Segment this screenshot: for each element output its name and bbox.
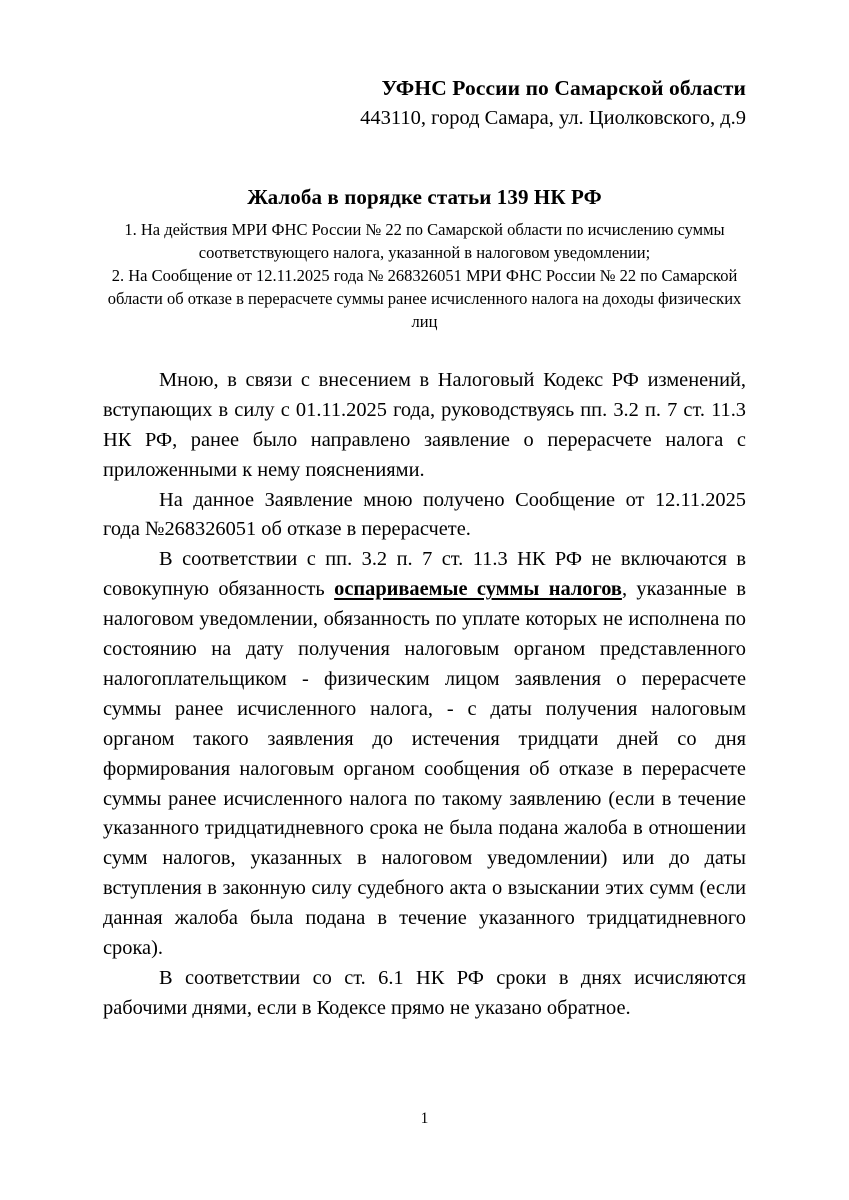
subject-item-number: 1. xyxy=(124,220,137,240)
subject-item-text: На Сообщение от 12.11.2025 года № 268326051 МРИ ФНС России № 22 по Самарской области об отказе в перерасчете суммы ранее исчисленного налога на доходы физических лиц xyxy=(107,266,742,332)
body-paragraph-2: На данное Заявление мною получено Сообщение от 12.11.2025 года №268326051 об отказе в перерасчете. xyxy=(103,488,746,541)
body-paragraph-3 xyxy=(103,545,746,963)
document-content xyxy=(103,0,746,1024)
paragraph-3-text-before: В соответствии с пп. 3.2 п. 7 ст. 11.3 НК РФ не включаются в совокупную обязанность xyxy=(103,548,746,601)
document-title: Жалоба в порядке статьи 139 НК РФ xyxy=(247,185,602,210)
addressee-organization: УФНС России по Самарской области xyxy=(381,76,746,100)
addressee-address: 443110, город Самара, ул. Циолковского, д.9 xyxy=(360,107,746,130)
subject-item-number: 2. xyxy=(111,266,125,286)
highlighted-phrase: оспариваемые суммы налогов xyxy=(334,578,622,601)
page-number: 1 xyxy=(420,1110,429,1127)
body-paragraph-1: Мною, в связи с внесением в Налоговый Кодекс РФ изменений, вступающих в силу с 01.11.2025 года, руководствуясь пп. 3.2 п. 7 ст. 11.3 НК РФ, ранее было направлено заявление о перерасчете налога с приложенными к нему пояснениями. xyxy=(103,369,746,481)
body-paragraph-4: В соответствии со ст. 6.1 НК РФ сроки в днях исчисляются рабочими днями, если в Кодексе прямо не указано обратное. xyxy=(103,966,746,1019)
subject-item-text: На действия МРИ ФНС России № 22 по Самарской области по исчислению суммы соответствующего налога, указанной в налоговом уведомлении; xyxy=(140,220,725,263)
subject-list xyxy=(103,219,746,334)
subject-list-item xyxy=(103,265,746,334)
paragraph-3-text-after: , указанные в налоговом уведомлении, обязанность по уплате которых не исполнена по состоянию на дату получения налоговым органом представленного налогоплательщиком - физическим лицом заявления о перерасчете суммы ранее исчисленного налога, - с даты получения налоговым органом такого заявления до истечения тридцати дней со дня формирования налоговым органом сообщения об отказе в перерасчете суммы ранее исчисленного налога по такому заявлению (если в течение указанного тридцатидневного срока не была подана жалоба в отношении сумм налогов, указанных в налоговом уведомлении) или до даты вступления в законную силу судебного акта о взыскании этих сумм (если данная жалоба была подана в течение указанного тридцатидневного срока). xyxy=(103,578,746,959)
document-body xyxy=(103,366,746,1024)
addressee-block xyxy=(103,74,746,132)
subject-list-item xyxy=(103,219,746,265)
